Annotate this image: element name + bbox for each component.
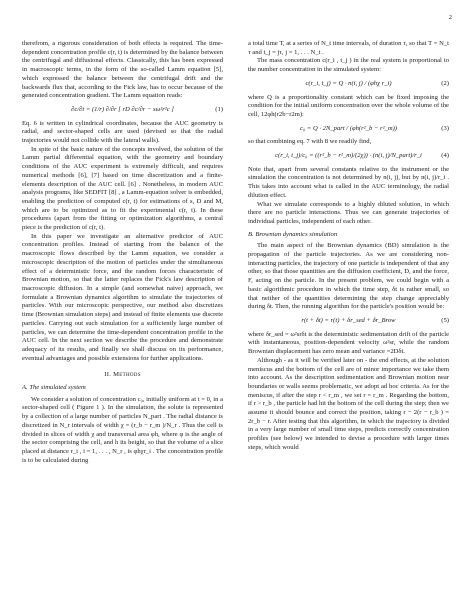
paragraph: The mass concentration c(r_i , t_j ) in the real system is proportional to the number concentration in the simulated system: — [248, 57, 449, 74]
equation-number: (3) — [441, 124, 449, 132]
equation-text: r(t + δt) = r(t) + δr_sed + δr_Brow — [301, 316, 396, 324]
paragraph: therefrom, a rigorous consideration of both effects is required. The time-dependent concentration profile c(r, t) is determined by the balance between the centrifugal and diffusional effects. Classically, this has been expressed in macroscopic terms, in the form of the so-called Lamm equation [5], which expressed the balance between the centrifugal drift and the backwards flux that, according to the Fick law, has to occur because of the generated concentration gradient. The Lamm equation reads: — [22, 40, 223, 100]
section-heading: II. Methods — [104, 371, 141, 379]
equation-text: c₀ = Q · 2N_part / (φh(r²_b − r²_m)) — [300, 124, 397, 132]
equation-number: (2) — [441, 79, 449, 87]
paragraph: What we simulate corresponds to a highly diluted solution, in which there are no particle interactions. Thus we can generate trajectories of individual particles, independent of each other. — [248, 200, 449, 225]
paragraph: Note that, apart from several constants relative to the instrument or the simulation the concentration is not determined by n(i, j), but by n(i, j)/r_i . This takes into account what is called in the AUC terminology, the radial dilution effect. — [248, 165, 449, 199]
subsection-heading: B. Brownian dynamics simulation — [248, 230, 338, 238]
paragraph: so that combining eq. 7 with 8 we readily find, — [248, 138, 372, 146]
paragraph: We consider a solution of concentration c₀, initially uniform at t = 0, in a sector-shaped cell ( Figure 1 ). In the simulation, the solute is represented by a collection of a large number of particles N_part . The radial distance is discretized in N_r intervals of width χ = (r_b − r_m )/N_r . Thus the cell is divided in slices of width χ and transversal area φh, where φ is the angle of the sector comprising the cell, and h its height, so that the volume of a slice placed at distance r_i , i = 1, . . . , N_r , is φhχr_i . The concentration profile is to be calculated during — [22, 395, 223, 464]
paragraph: In spite of the basic nature of the concepts involved, the solution of the Lamm partial differential equation, with the geometry and boundary conditions of the AUC experiment is extremely difficult, and requires numerical methods [6], [7] based on time discretization and a finite-elements description of the AUC cell. [6] . Nonetheless, in modern AUC analysis programs, like SEDFIT [8] , a Lamm-equation solver is embedded, enabling the prediction of computed c(r, t) for estimations of s, D and M, which are to be optimized as to fit the experimental c(r, t). In these procedures (apart from the fitting or optimization algorithms, a central piece is the prediction of c(r, t). — [22, 145, 223, 232]
subsection-heading: A. The simulated system — [22, 384, 86, 392]
paragraph: where δr_sed = ω²srδt is the deterministic sedimentation drift of the particle with instantaneous, position-dependent velocity ω²sr, while the random Brownian displacement has zero mean and variance =2Dδt. — [248, 330, 449, 356]
equation-text: ∂c/∂t = (1/r) ∂/∂r [ rD ∂c/∂r − sω²r²c ] — [71, 105, 174, 113]
paragraph: The main aspect of the Brownian dynamics (BD) simulation is the propagation of the particle trajectories. As we are considering non-interacting particles, the trajectory of one particle is independent of that any other, so that those quantities are the diffusion coefficient, D, and the force, F, acting on the particle. In the present problem, we could begin with a basic algorithmic procedure in which the time step, δt is rather small, so that neither of the quantities determining the step change appreciably during δt. Then, the running algorithm for the particle's position would be: — [248, 242, 449, 311]
paragraph: Although - as it will be verified later on - the end effects, at the solution meniscus and the bottom of the cell are of minor importance we take them into account. As the description sedimentation and Brownian motion near boundaries or walls seems problematic, we adopt ad hoc criteria. As for the meniscus, if after the step r < r_m , we set r = r_m . Regarding the bottom, if r > r_b , the particle had hit the bottom of the cell during the step; then we assume it should bounce and correct the position, taking r − 2(r − r_b ) = 2r_b − r. After testing that this algorithm, in which the trajectory is divided in a very large number of small time steps, predicts correctly concentration profiles (see below) we intended to devise a procedure with larger times steps, which would — [248, 356, 449, 451]
equation-concentration — [248, 80, 449, 89]
equation-initial — [248, 125, 449, 134]
paragraph: a total time T, at a series of N_t time intervals, of duration τ, so that T = N_t τ and t_j = jτ, j = 1, . . . N_t . — [248, 40, 449, 56]
equation-text: c(r_i, t_j)/c₀ = ((r²_b − r²_m)/(2χ)) · (n(i, j)/N_part)/r_i — [275, 152, 422, 160]
equation-number: (4) — [441, 152, 449, 160]
right-column — [248, 40, 449, 453]
paragraph: In this paper we investigate an alternative predictor of AUC concentration profiles. Instead of starting from the balance of the macroscopic flows described by the Lamm equation, we consider a microscopic description of the motion of particles under the simultaneous effect of a deterministic force, and the random forces characteristic of Brownian motion, so that the latter replaces the Fick's law description of macroscopic diffusion. In a simple (and somewhat naive) approach, we formulate a Brownian dynamics algorithm to simulate the trajectories of particles. With our microscopic perspective, our method also discretizes time (Brownian simulation steps) and instead of finite elements use discrete particles. Carrying out such simulation for a sufficiently large number of particles, we can determine the time-dependent concentration profile in the AUC cell. In the next section we describe the procedure and demonstrate adequacy of its results, and finally we shall discuss on its performance, eventual advantages and possible extensions for further applications. — [22, 232, 223, 362]
equation-combined — [248, 152, 449, 161]
paragraph: where Q is a proportionality constant which can be fixed imposing the condition for the initial uniform concentration over the whole volume of the cell, 12φh(r2b−r2m): — [248, 93, 449, 118]
equation-number: (1) — [215, 105, 223, 113]
paragraph: Eq. 6 is written in cylindrical coordinates, because the AUC geometry is radial, and sector-shaped cells are used (devised so that the radial trajectories would not collide with the lateral walls). — [22, 119, 223, 145]
page-number: 2 — [448, 14, 452, 21]
equation-number: (5) — [441, 316, 449, 324]
left-column — [22, 40, 223, 465]
equation-position — [248, 317, 449, 326]
equation-lamm — [22, 106, 223, 115]
equation-text: c(r_i, t_j) = Q · n(i, j) / (φhχ r_i) — [305, 79, 392, 87]
